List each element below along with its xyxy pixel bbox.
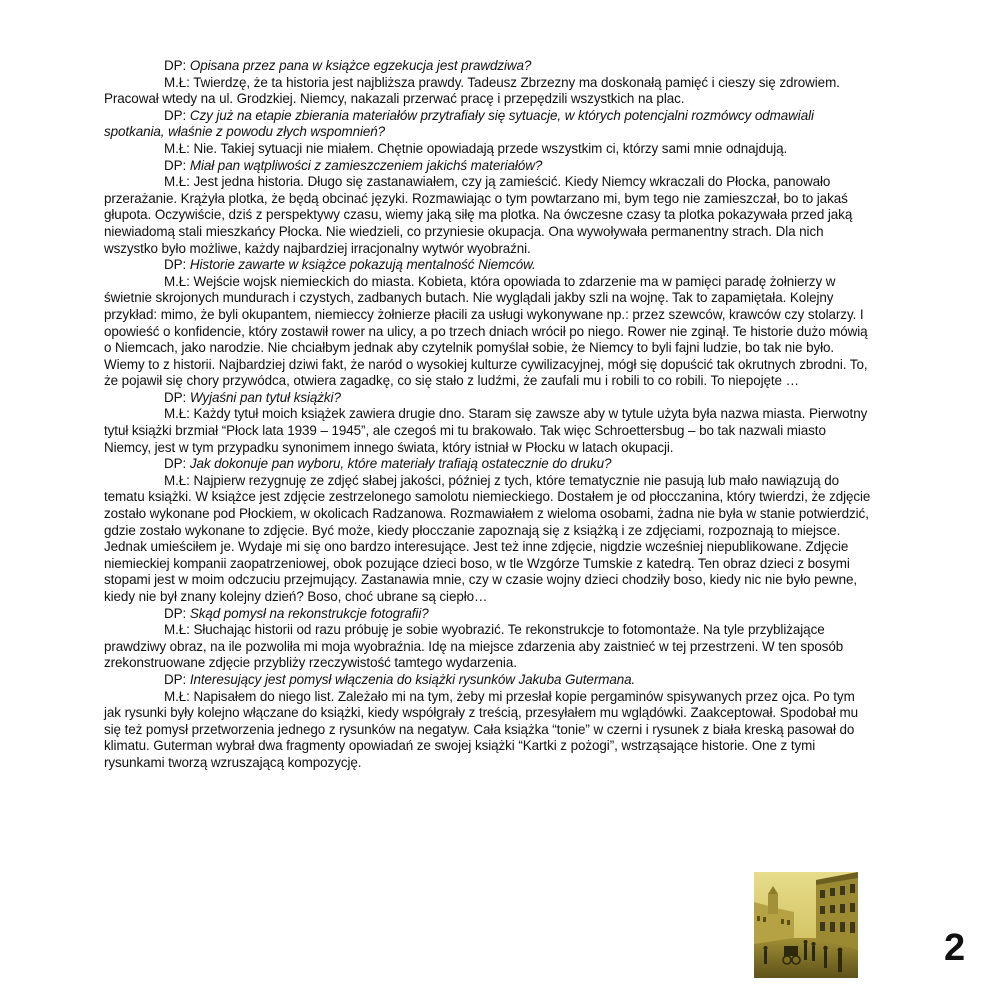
answer-text: Nie. Takiej sytuacji nie miałem. Chętnie opowiadają przede wszystkim ci, którzy sami mnie odnajdują. xyxy=(193,140,788,156)
question-text: Miał pan wątpliwości z zamieszczeniem jakichś materiałów? xyxy=(189,157,543,173)
speaker-label: DP: xyxy=(164,58,187,73)
speaker-label: DP: xyxy=(164,157,187,173)
speaker-label: M.Ł: xyxy=(164,174,190,190)
speaker-label: M.Ł: xyxy=(164,406,190,422)
speaker-label: M.Ł: xyxy=(164,74,190,90)
speaker-label: DP: xyxy=(164,257,187,273)
speaker-label: M.Ł: xyxy=(164,472,190,488)
interview-question xyxy=(104,672,874,689)
interview-question xyxy=(104,58,874,75)
interview-answer xyxy=(104,473,874,606)
answer-text: Słuchając historii od razu próbuję je sobie wyobrazić. Te rekonstrukcje to fotomontaże. Na tyle przybliżające prawdziwy obraz, na ile pozwoliła mi moja wyobraźnia. Idę na miejsce zdarzenia aby zaistnieć w tej przestrzeni. W ten sposób zrekonstruowane zdjęcie przybliży rzeczywistość tamtego wydarzenia. xyxy=(104,622,844,671)
interview-answer xyxy=(104,141,874,158)
question-text: Skąd pomysł na rekonstrukcje fotografii? xyxy=(189,605,429,621)
speaker-label: DP: xyxy=(164,389,187,405)
question-text: Czy już na etapie zbierania materiałów przytrafiały się sytuacje, w których potencjalni rozmówcy odmawiali spotkania, właśnie z powodu złych wspomnień? xyxy=(104,107,814,140)
answer-text: Każdy tytuł moich książek zawiera drugie dno. Staram się zawsze aby w tytule użyta była nazwa miasta. Pierwotny tytuł książki brzmiał “Płock lata 1939 – 1945”, ale czegoś mi tu brakowało. Tak więc Schroettersbug – bo tak nazwali miasto Niemcy, jest w tym przypadku synonimem innego świata, który istniał w Płocku w latach okupacji. xyxy=(104,406,868,455)
interview-question xyxy=(104,158,874,175)
interview-question xyxy=(104,108,874,141)
speaker-label: M.Ł: xyxy=(164,140,190,156)
interview-answer xyxy=(104,622,874,672)
answer-text: Twierdzę, że ta historia jest najbliższa prawdy. Tadeusz Zbrzezny ma doskonałą pamięć i cieszy się zdrowiem. Pracował wtedy na ul. Grodzkiej. Niemcy, nakazali przerwać pracę i przepędzili wszystkich na plac. xyxy=(104,74,840,107)
speaker-label: M.Ł: xyxy=(164,622,190,638)
interview-question xyxy=(104,390,874,407)
question-text: Jak dokonuje pan wyboru, które materiały trafiają ostatecznie do druku? xyxy=(189,456,612,472)
speaker-label: DP: xyxy=(164,107,187,123)
answer-text: Jest jedna historia. Długo się zastanawiałem, czy ją zamieścić. Kiedy Niemcy wkraczali do Płocka, panowało przerażanie. Krążyła plotka, że będą obcinać języki. Rozmawiając o tym powtarzano mi, bym tego nie zamieszczał, bo to jakaś głupota. Oczywiście, dziś z perspektywy czasu, wiemy jaką siłę ma plotka. Na ówczesne czasy ta plotka pokazywała przed jaką niewiadomą stali mieszkańcy Płocka. Nie wiedzieli, co przyniesie okupacja. Ona wywoływała permanentny strach. Dla nich wszystko było możliwe, każdy najbardziej irracjonalny wytwór wyobraźni. xyxy=(104,174,853,256)
question-text: Opisana przez pana w książce egzekucja jest prawdziwa? xyxy=(189,58,532,73)
interview-question xyxy=(104,257,874,274)
interview-text xyxy=(104,58,874,772)
interview-question xyxy=(104,606,874,623)
interview-answer xyxy=(104,75,874,108)
interview-answer xyxy=(104,689,874,772)
interview-answer xyxy=(104,274,874,390)
interview-answer xyxy=(104,174,874,257)
interview-question xyxy=(104,456,874,473)
page-number: 2 xyxy=(944,927,966,969)
answer-text: Wejście wojsk niemieckich do miasta. Kobieta, która opowiada to zdarzenie ma w pamięci paradę żołnierzy w świetnie skrojonych mundurach i czystych, zadbanych butach. Nie wyglądali jakby szli na wojnę. Tak to zapamiętała. Kolejny przykład: mimo, że byli okupantem, niemieccy żołnierze płacili za usługi wykonywane np.: przez szewców, krawców czy stolarzy. I opowieść o konfidencie, który zostawił rower na ulicy, a po trzech dniach wrócił po niego. Rower nie zginął. Te historie dużo mówią o Niemcach, jako narodzie. Nie chciałbym jednak aby czytelnik pomyślał sobie, że Niemcy to byli fajni ludzie, bo tak nie było. Wiemy to z historii. Najbardziej dziwi fakt, że naród o wysokiej kulturze cywilizacyjnej, mógł się dopuścić tak okrutnych zbrodni. To, że pojawił się chory przywódca, otwiera zagadkę, co się stało z ludźmi, że zaufali mu i robili to co robili. To niepojęte … xyxy=(104,273,868,389)
speaker-label: DP: xyxy=(164,456,187,472)
answer-text: Napisałem do niego list. Zależało mi na tym, żeby mi przesłał kopie pergaminów spisywanych przez ojca. Po tym jak rysunki były kolejno włączane do książki, kiedy współgrały z treścią, przesyłałem mu wglądówki. Zaakceptował. Spodobał mu się też pomysł przetworzenia jednego z rysunków na negatyw. Cała książka “tonie” w czerni i rysunek z biała kreską pasował do klimatu. Guterman wybrał dwa fragmenty opowiadań ze swojej książki “Kartki z pożogi”, wstrząsające historie. One z tymi rysunkami tworzą wzruszającą kompozycję. xyxy=(104,688,859,770)
question-text: Historie zawarte w książce pokazują mentalność Niemców. xyxy=(189,257,536,273)
speaker-label: DP: xyxy=(164,605,187,621)
question-text: Interesujący jest pomysł włączenia do książki rysunków Jakuba Gutermana. xyxy=(189,671,636,687)
speaker-label: M.Ł: xyxy=(164,688,190,704)
speaker-label: DP: xyxy=(164,671,187,687)
interview-answer xyxy=(104,406,874,456)
speaker-label: M.Ł: xyxy=(164,273,190,289)
historic-street-photo-icon xyxy=(754,872,858,978)
answer-text: Najpierw rezygnuję ze zdjęć słabej jakości, później z tych, które tematycznie nie pasują lub mało nawiązują do tematu książki. W książce jest zdjęcie zestrzelonego samolotu niemieckiego. Dostałem je od płocczanina, który twierdzi, że zdjęcie zostało wykonane pod Płockiem, w okolicach Radzanowa. Rozmawiałem z wieloma osobami, żadna nie była w stanie potwierdzić, gdzie zostało wykonane to zdjęcie. Być może, kiedy płocczanie zapoznają się z książką i ze zdjęciami, rozpoznają to miejsce. Jednak umieściłem je. Wydaje mi się ono bardzo interesujące. Jest też inne zdjęcie, nigdzie wcześniej niepublikowane. Zdjęcie niemieckiej kompanii zaopatrzeniowej, obok pozujące dzieci boso, w tle Wzgórze Tumskie z katedrą. Ten obraz dzieci z bosymi stopami jest w moim odczuciu przejmujący. Zastanawia mnie, czy w czasie wojny dzieci chodziły boso, kiedy nic nie było pewne, kiedy nie był znany kolejny dzień? Boso, choć ubrane są ciepło… xyxy=(104,472,871,604)
question-text: Wyjaśni pan tytuł książki? xyxy=(189,389,341,405)
